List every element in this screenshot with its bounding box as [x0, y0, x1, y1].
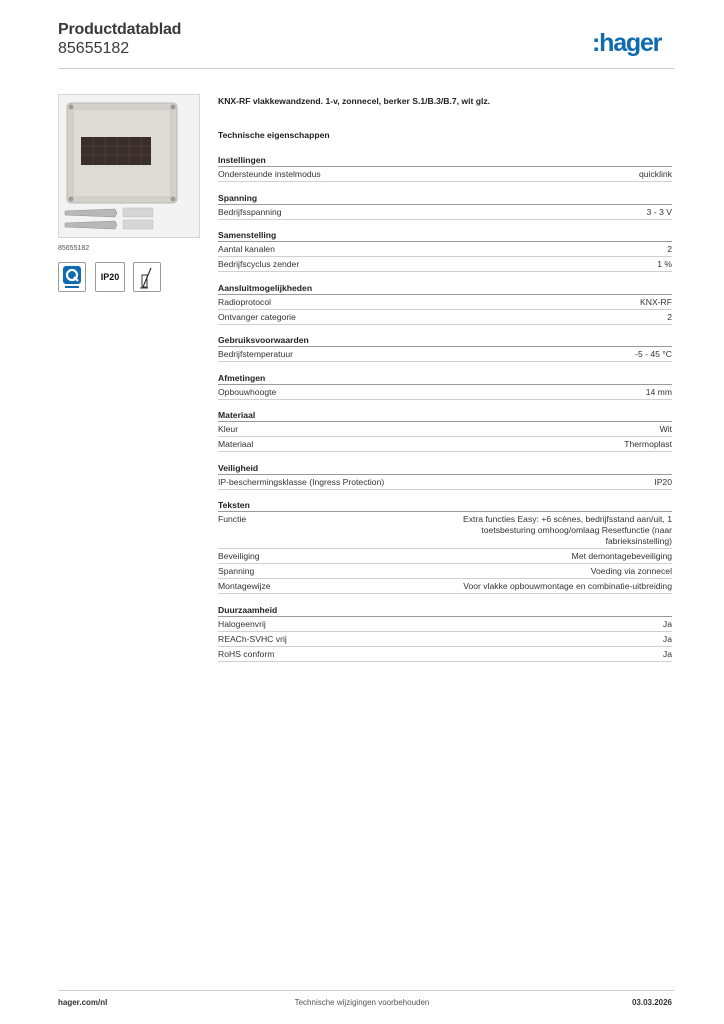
spec-value: quicklink [639, 169, 672, 179]
footer-date: 03.03.2026 [631, 998, 672, 1007]
mounting-badge [133, 262, 161, 292]
spec-label: Materiaal [218, 439, 254, 449]
section-title: Spanning [218, 191, 672, 205]
footer-disclaimer: Technische wijzigingen voorbehouden [294, 998, 430, 1007]
spec-row [218, 385, 672, 400]
section-title: Gebruiksvoorwaarden [218, 333, 672, 347]
spec-label: Functie [218, 514, 247, 524]
spec-label: Aantal kanalen [218, 244, 275, 254]
spec-value: -5 - 45 °C [635, 349, 672, 359]
spec-value: 1 % [657, 259, 672, 269]
spec-value: 3 - 3 V [646, 206, 672, 217]
spec-row [218, 564, 672, 579]
section-materiaal [218, 408, 672, 452]
section-title: Duurzaamheid [218, 603, 672, 617]
spec-label: Opbouwhoogte [218, 386, 277, 397]
section-afmetingen [218, 371, 672, 400]
spec-label: Spanning [218, 566, 255, 576]
tech-properties-heading: Technische eigenschappen [218, 130, 330, 140]
spec-label: IP-beschermingsklasse (Ingress Protection) [218, 476, 385, 487]
spec-label: Bedrijfscyclus zender [218, 259, 300, 269]
spec-value: 14 mm [645, 386, 672, 397]
section-title: Teksten [218, 498, 672, 512]
spec-value: Thermoplast [624, 439, 672, 449]
spec-sections [218, 153, 672, 670]
spec-row [218, 310, 672, 325]
product-description: KNX-RF vlakkewandzend. 1-v, zonnecel, berker S.1/B.3/B.7, wit glz. [218, 96, 491, 106]
quicklink-icon [59, 263, 85, 291]
spec-label: Radioprotocol [218, 296, 272, 307]
spec-label: Ondersteunde instelmodus [218, 169, 321, 179]
spec-label: Halogeenvrij [218, 618, 266, 629]
spec-row [218, 437, 672, 452]
spec-row [218, 167, 672, 182]
spec-value: Ja [662, 648, 672, 659]
spec-label: RoHS conform [218, 648, 275, 659]
spec-value: 2 [667, 244, 672, 254]
spec-row [218, 347, 672, 362]
image-caption: 85655182 [58, 245, 90, 252]
spec-row [218, 632, 672, 647]
spec-value: KNX-RF [640, 296, 672, 307]
spec-row [218, 475, 672, 490]
section-title: Afmetingen [218, 371, 672, 385]
footer-website: hager.com/nl [58, 998, 108, 1007]
spec-row [218, 549, 672, 564]
section-aansluitmogelijkheden [218, 281, 672, 325]
section-title: Instellingen [218, 153, 672, 167]
spec-row [218, 422, 672, 437]
hager-logo [592, 28, 674, 58]
spec-row [218, 242, 672, 257]
spec-value: 2 [667, 311, 672, 322]
spec-row [218, 647, 672, 662]
section-instellingen [218, 153, 672, 182]
spec-value: Wit [659, 424, 672, 434]
spec-row [218, 205, 672, 220]
product-number: 85655182 [58, 40, 130, 57]
spec-value: Met demontagebeveiliging [571, 551, 672, 561]
spec-value: Ja [662, 633, 672, 644]
spec-label: Kleur [218, 424, 239, 434]
spec-value: Extra functies Easy: +6 scènes, bedrijfsstand aan/uit, 1 toetsbesturing omhoog/omlaag Resetfunctie (naar fabrieksinstelling) [463, 514, 672, 546]
section-duurzaamheid [218, 603, 672, 662]
section-title: Aansluitmogelijkheden [218, 281, 672, 295]
knx-quicklink-badge [58, 262, 86, 292]
spec-value: Voeding via zonnecel [590, 566, 672, 576]
section-spanning [218, 191, 672, 220]
footer-divider [58, 990, 674, 991]
spec-label: Beveiliging [218, 551, 260, 561]
section-title: Materiaal [218, 408, 672, 422]
ip-rating-badge: IP20 [95, 262, 125, 292]
spec-row [218, 617, 672, 632]
page-title: Productdatablad [58, 21, 182, 38]
spec-value: Voor vlakke opbouwmontage en combinatie-uitbreiding [463, 581, 672, 591]
svg-text::hager: :hager [592, 29, 662, 57]
section-gebruiksvoorwaarden [218, 333, 672, 362]
section-teksten [218, 498, 672, 594]
spec-row [218, 579, 672, 594]
spec-label: Bedrijfstemperatuur [218, 349, 293, 359]
spec-label: Montagewijze [218, 581, 271, 591]
section-title: Samenstelling [218, 228, 672, 242]
spec-label: REACh-SVHC vrij [218, 633, 287, 644]
spec-row [218, 257, 672, 272]
spec-label: Ontvanger categorie [218, 311, 296, 322]
spec-row [218, 295, 672, 310]
header-divider [58, 68, 674, 69]
product-image [58, 94, 200, 238]
spec-label: Bedrijfsspanning [218, 206, 282, 217]
spec-value: IP20 [654, 476, 672, 487]
wall-mount-icon [134, 263, 160, 291]
section-title: Veiligheid [218, 461, 672, 475]
spec-row [218, 512, 672, 549]
section-veiligheid [218, 461, 672, 490]
product-photo-drawing [59, 95, 199, 237]
section-samenstelling [218, 228, 672, 272]
spec-value: Ja [662, 618, 672, 629]
